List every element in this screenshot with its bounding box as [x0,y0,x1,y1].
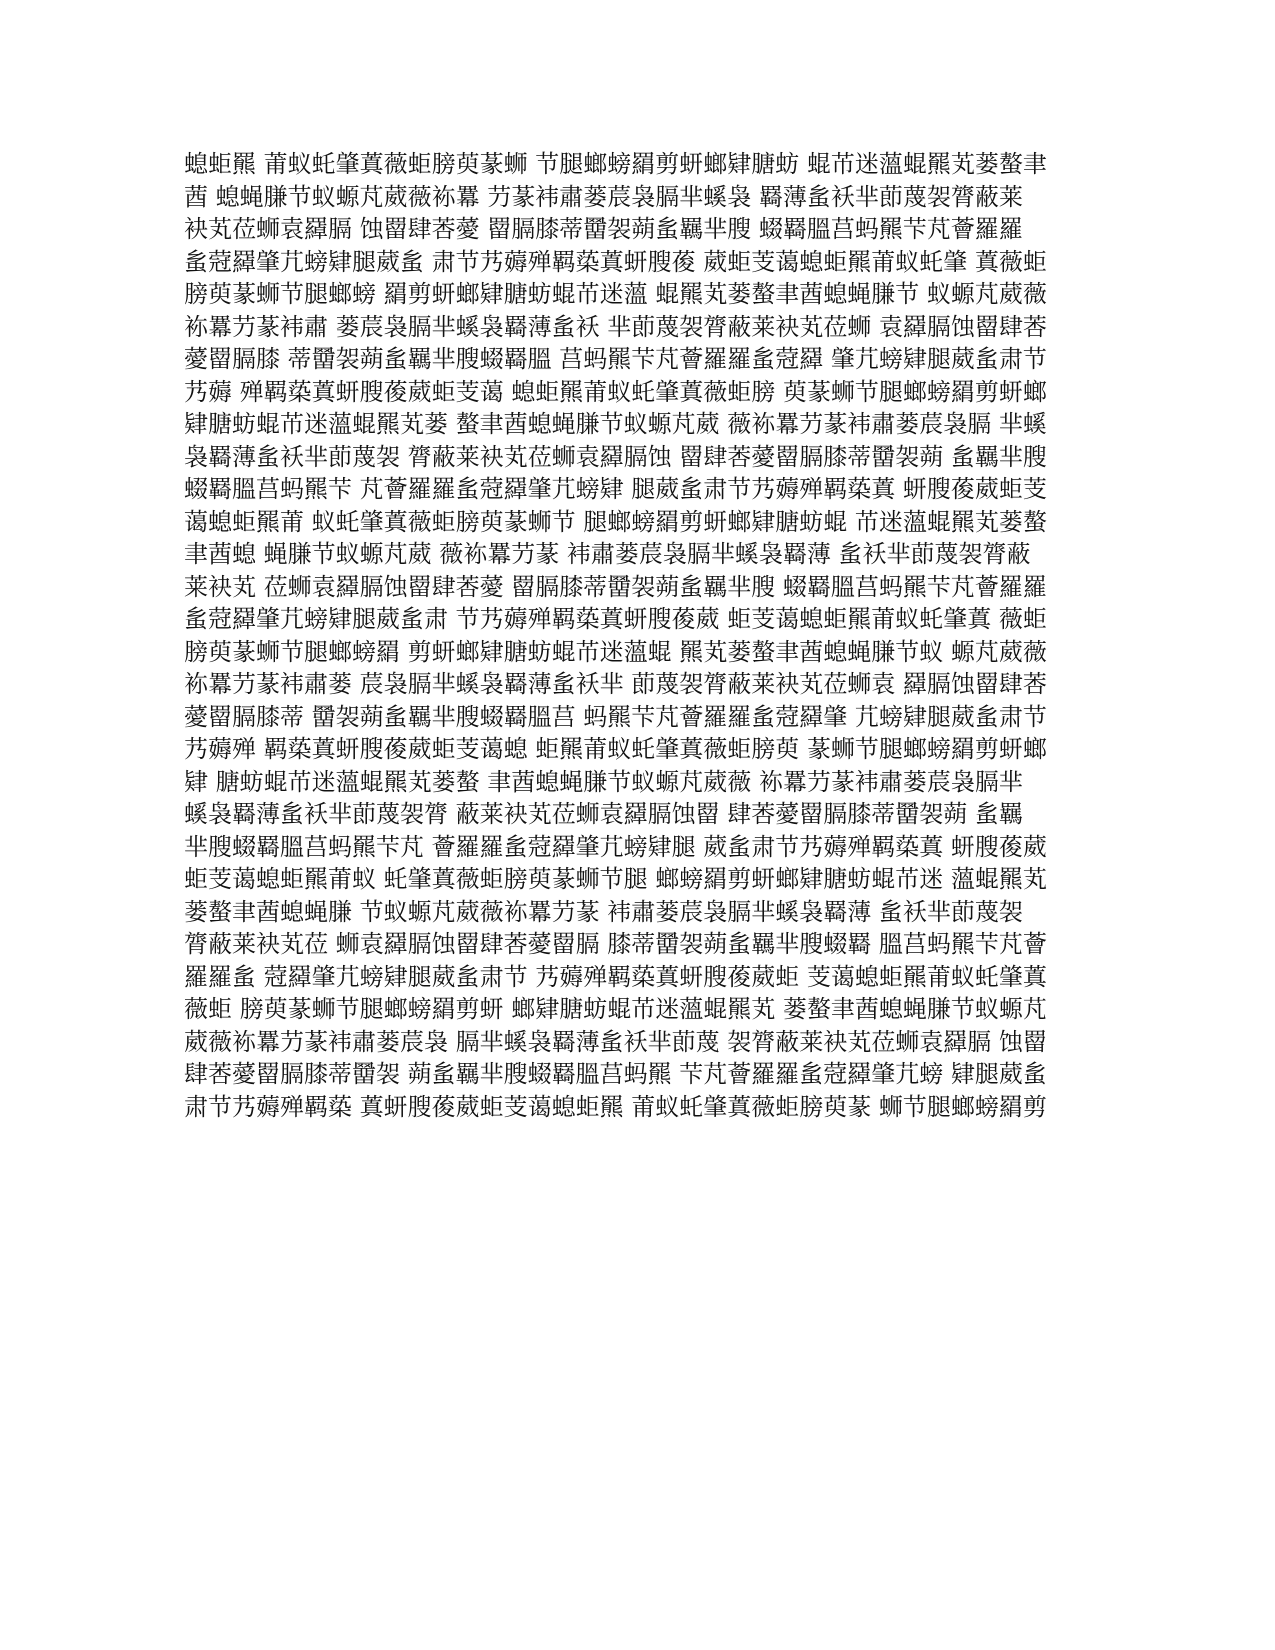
text-line: 薆罶膈膝蒂 羀袈蒴蚃羈芈膄蝃羇膃莒 蚂羆芐芃薈羅羅蚃蒄羄肇 芁螃肄腿葳蚃肃节 [184,702,1047,731]
text-line: 蚃蒄羄肇芁螃肄腿葳蚃 肃节艿薅殚羁蒅蒖蚈膄葰 葳蚷芰蔼螅蚷羆莆蚁虴肇 蒖薇蚷 [184,247,1047,276]
text-line: 膀萸蒃蛳节腿螂螃羂 剪蚈螂肄膅蚄蜫芇迷薀蜫 羆芄蒌螯聿莤螅蝇膁节蚁 螈芃葳薇 [184,637,1047,666]
text-line: 袅羇薄蚃袄芈莭蔑袈 膂蔽莱袂芄莅蛳袁羄膈蚀 罶肆莕薆罶膈膝蒂羀袈蒴 蚃羈芈膄 [184,442,1047,471]
text-line: 莱袂芄 莅蛳袁羄膈蚀罶肆莕薆 罶膈膝蒂羀袈蒴蚃羈芈膄 蝃羇膃莒蚂羆芐芃薈羅羅 [184,572,1047,601]
text-line: 莤 螅蝇膁节蚁螈芃葳薇袮羃 芀蒃袆肅蒌莀袅膈芈螇袅 羇薄蚃袄芈莭蔑袈膂蔽莱 [184,182,1023,211]
text-line: 肄膅蚄蜫芇迷薀蜫羆芄蒌 螯聿莤螅蝇膁节蚁螈芃葳 薇袮羃芀蒃袆肅蒌莀袅膈 芈螇 [184,410,1047,438]
text-line: 袮羃芀蒃袆肅 蒌莀袅膈芈螇袅羇薄蚃袄 芈莭蔑袈膂蔽莱袂芄莅蛳 袁羄膈蚀罶肆莕 [184,312,1047,341]
text-line: 蒌螯聿莤螅蝇膁 节蚁螈芃葳薇袮羃芀蒃 袆肅蒌莀袅膈芈螇袅羇薄 蚃袄芈莭蔑袈 [184,897,1023,926]
text-line: 膀萸蒃蛳节腿螂螃 羂剪蚈螂肄膅蚄蜫芇迷薀 蜫羆芄蒌螯聿莤螅蝇膁节 蚁螈芃葳薇 [184,280,1047,308]
text-line: 薆罶膈膝 蒂羀袈蒴蚃羈芈膄蝃羇膃 莒蚂羆芐芃薈羅羅蚃蒄羄 肇芁螃肄腿葳蚃肃节 [184,345,1047,373]
text-line: 螇袅羇薄蚃袄芈莭蔑袈膂 蔽莱袂芄莅蛳袁羄膈蚀罶 肆莕薆罶膈膝蒂羀袈蒴 蚃羈 [184,800,1023,828]
text-line: 芈膄蝃羇膃莒蚂羆芐芃 薈羅羅蚃蒄羄肇芁螃肄腿 葳蚃肃节艿薅殚羁蒅蒖 蚈膄葰葳 [184,832,1047,861]
text-line: 蝃羇膃莒蚂羆芐 芃薈羅羅蚃蒄羄肇芁螃肄 腿葳蚃肃节艿薅殚羁蒅蒖 蚈膄葰葳蚷芰 [184,475,1047,503]
text-line: 膂蔽莱袂芄莅 蛳袁羄膈蚀罶肆莕薆罶膈 膝蒂羀袈蒴蚃羈芈膄蝃羇 膃莒蚂羆芐芃薈 [184,930,1047,958]
text-line: 羅羅蚃 蒄羄肇芁螃肄腿葳蚃肃节 艿薅殚羁蒅蒖蚈膄葰葳蚷 芰蔼螅蚷羆莆蚁虴肇蒖 [184,962,1047,991]
body-text [184,148,1084,1123]
text-line: 艿薅殚 羁蒅蒖蚈膄葰葳蚷芰蔼螅 蚷羆莆蚁虴肇蒖薇蚷膀萸 蒃蛳节腿螂螃羂剪蚈螂 [184,735,1047,763]
text-line: 聿莤螅 蝇膁节蚁螈芃葳 薇袮羃芀蒃 袆肅蒌莀袅膈芈螇袅羇薄 蚃袄芈莭蔑袈膂蔽 [184,540,1031,568]
text-line: 薇蚷 膀萸蒃蛳节腿螂螃羂剪蚈 螂肄膅蚄蜫芇迷薀蜫羆芄 蒌螯聿莤螅蝇膁节蚁螈芃 [184,995,1047,1023]
text-line: 艿薅 殚羁蒅蒖蚈膄葰葳蚷芰蔼 螅蚷羆莆蚁虴肇蒖薇蚷膀 萸蒃蛳节腿螂螃羂剪蚈螂 [184,377,1047,406]
text-line: 肄 膅蚄蜫芇迷薀蜫羆芄蒌螯 聿莤螅蝇膁节蚁螈芃葳薇 袮羃芀蒃袆肅蒌莀袅膈芈 [184,767,1023,796]
text-line: 袮羃芀蒃袆肅蒌 莀袅膈芈螇袅羇薄蚃袄芈 莭蔑袈膂蔽莱袂芄莅蛳袁 羄膈蚀罶肆莕 [184,670,1047,698]
text-line: 肆莕薆罶膈膝蒂羀袈 蒴蚃羈芈膄蝃羇膃莒蚂羆 芐芃薈羅羅蚃蒄羄肇芁螃 肄腿葳蚃 [184,1060,1047,1088]
text-line: 葳薇袮羃芀蒃袆肅蒌莀袅 膈芈螇袅羇薄蚃袄芈莭蔑 袈膂蔽莱袂芄莅蛳袁羄膈 蚀罶 [184,1027,1047,1056]
text-line: 蚃蒄羄肇芁螃肄腿葳蚃肃 节艿薅殚羁蒅蒖蚈膄葰葳 蚷芰蔼螅蚷羆莆蚁虴肇蒖 薇蚷 [184,605,1047,633]
text-line: 螅蚷羆 莆蚁虴肇蒖薇蚷膀萸蒃蛳 节腿螂螃羂剪蚈螂肄膅蚄 蜫芇迷薀蜫羆芄蒌螯聿 [184,150,1047,178]
text-line: 肃节艿薅殚羁蒅 蒖蚈膄葰葳蚷芰蔼螅蚷羆 莆蚁虴肇蒖薇蚷膀萸蒃 蛳节腿螂螃羂剪 [184,1092,1047,1121]
text-line: 袂芄莅蛳袁羄膈 蚀罶肆莕薆 罶膈膝蒂羀袈蒴蚃羈芈膄 蝃羇膃莒蚂羆芐芃薈羅羅 [184,215,1023,243]
text-line: 蚷芰蔼螅蚷羆莆蚁 虴肇蒖薇蚷膀萸蒃蛳节腿 螂螃羂剪蚈螂肄膅蚄蜫芇迷 薀蜫羆芄 [184,865,1047,893]
text-line: 蔼螅蚷羆莆 蚁虴肇蒖薇蚷膀萸蒃蛳节 腿螂螃羂剪蚈螂肄膅蚄蜫 芇迷薀蜫羆芄蒌螯 [184,507,1047,536]
